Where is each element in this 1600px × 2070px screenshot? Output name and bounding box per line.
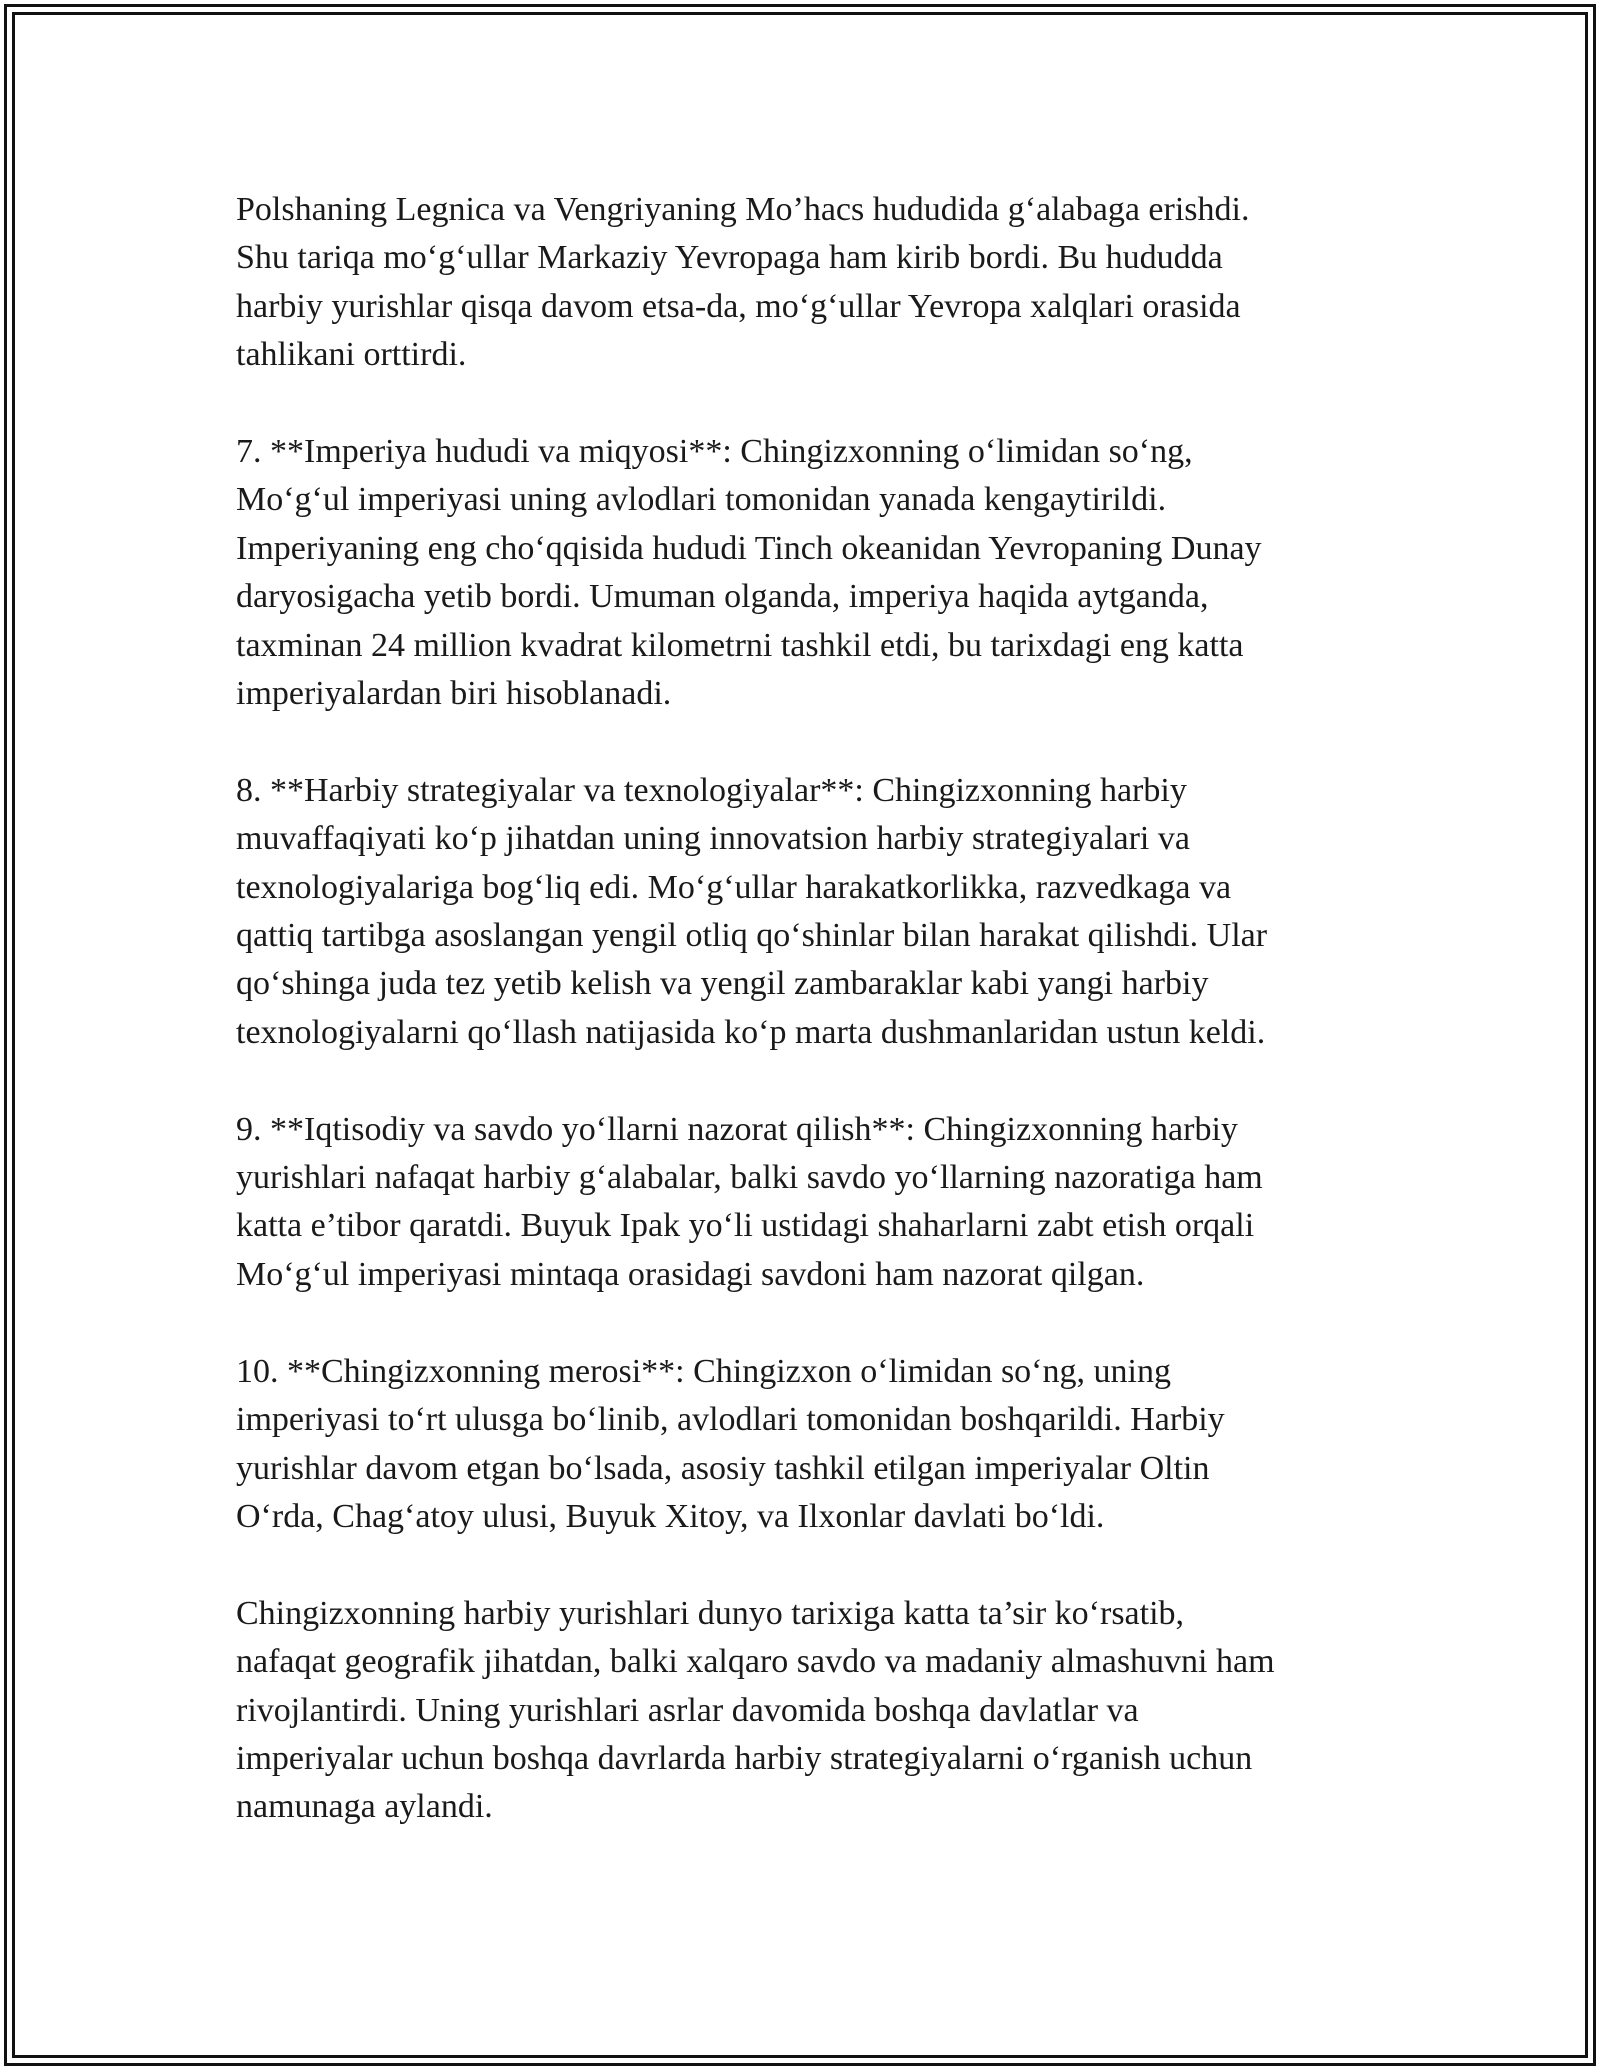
text-line: imperiyasi to‘rt ulusga bo‘linib, avlodlari tomonidan boshqarildi. Harbiy — [236, 1401, 1225, 1439]
paragraph-item-10-meros — [236, 1348, 1386, 1542]
text-line: qattiq tartibga asoslangan yengil otliq qo‘shinlar bilan harakat qilishdi. Ular — [236, 917, 1268, 955]
text-line: 9. **Iqtisodiy va savdo yo‘llarni nazorat qilish**: Chingizxonning harbiy — [236, 1110, 1238, 1148]
text-line: imperiyalar uchun boshqa davrlarda harbiy strategiyalarni o‘rganish uchun — [236, 1739, 1253, 1777]
text-line: Shu tariqa mo‘g‘ullar Markaziy Yevropaga ham kirib bordi. Bu hududda — [236, 239, 1223, 277]
text-line: Mo‘g‘ul imperiyasi uning avlodlari tomonidan yanada kengaytirildi. — [236, 481, 1167, 519]
text-line: Imperiyaning eng cho‘qqisida hududi Tinch okeanidan Yevropaning Dunay — [236, 529, 1262, 567]
text-line: texnologiyalariga bog‘liq edi. Mo‘g‘ullar harakatkorlikka, razvedkaga va — [236, 868, 1232, 906]
text-line: imperiyalardan biri hisoblanadi. — [236, 675, 672, 713]
text-line: katta e’tibor qaratdi. Buyuk Ipak yo‘li ustidagi shaharlarni zabt etish orqali — [236, 1207, 1255, 1245]
text-line: qo‘shinga juda tez yetib kelish va yengil zambaraklar kabi yangi harbiy — [236, 965, 1209, 1003]
text-line: Polshaning Legnica va Vengriyaning Mo’hacs hududida g‘alabaga erishdi. — [236, 191, 1250, 228]
text-line: daryosigacha yetib bordi. Umuman olganda, imperiya haqida aytganda, — [236, 578, 1209, 616]
document-body — [236, 186, 1386, 1880]
text-line: harbiy yurishlar qisqa davom etsa-da, mo‘g‘ullar Yevropa xalqlari orasida — [236, 287, 1241, 325]
text-line: nafaqat geografik jihatdan, balki xalqaro savdo va madaniy almashuvni ham — [236, 1643, 1275, 1681]
text-line: rivojlantirdi. Uning yurishlari asrlar davomida boshqa davlatlar va — [236, 1691, 1139, 1729]
text-line: muvaffaqiyati ko‘p jihatdan uning innovatsion harbiy strategiyalari va — [236, 820, 1190, 858]
text-line: 7. **Imperiya hududi va miqyosi**: Chingizxonning o‘limidan so‘ng, — [236, 433, 1193, 471]
text-line: tahlikani orttirdi. — [236, 336, 467, 374]
paragraph-legnica-mohacs — [236, 186, 1386, 380]
paragraph-item-7-imperiya-hududi — [236, 428, 1386, 718]
paragraph-item-8-harbiy-strategiyalar — [236, 767, 1386, 1057]
text-line: yurishlar davom etgan bo‘lsada, asosiy tashkil etilgan imperiyalar Oltin — [236, 1449, 1210, 1487]
text-line: 10. **Chingizxonning merosi**: Chingizxon o‘limidan so‘ng, uning — [236, 1352, 1171, 1390]
text-line: 8. **Harbiy strategiyalar va texnologiyalar**: Chingizxonning harbiy — [236, 771, 1187, 809]
text-line: namunaga aylandi. — [236, 1788, 493, 1826]
text-line: texnologiyalarni qo‘llash natijasida ko‘p marta dushmanlaridan ustun keldi. — [236, 1013, 1266, 1051]
paragraph-item-9-savdo-yollari — [236, 1106, 1386, 1300]
text-line: O‘rda, Chag‘atoy ulusi, Buyuk Xitoy, va Ilxonlar davlati bo‘ldi. — [236, 1497, 1105, 1535]
text-line: Mo‘g‘ul imperiyasi mintaqa orasidagi savdoni ham nazorat qilgan. — [236, 1255, 1145, 1293]
text-line: taxminan 24 million kvadrat kilometrni tashkil etdi, bu tarixdagi eng katta — [236, 626, 1244, 664]
paragraph-conclusion — [236, 1590, 1386, 1832]
text-line: yurishlari nafaqat harbiy g‘alabalar, balki savdo yo‘llarning nazoratiga ham — [236, 1159, 1263, 1197]
text-line: Chingizxonning harbiy yurishlari dunyo tarixiga katta ta’sir ko‘rsatib, — [236, 1594, 1185, 1632]
